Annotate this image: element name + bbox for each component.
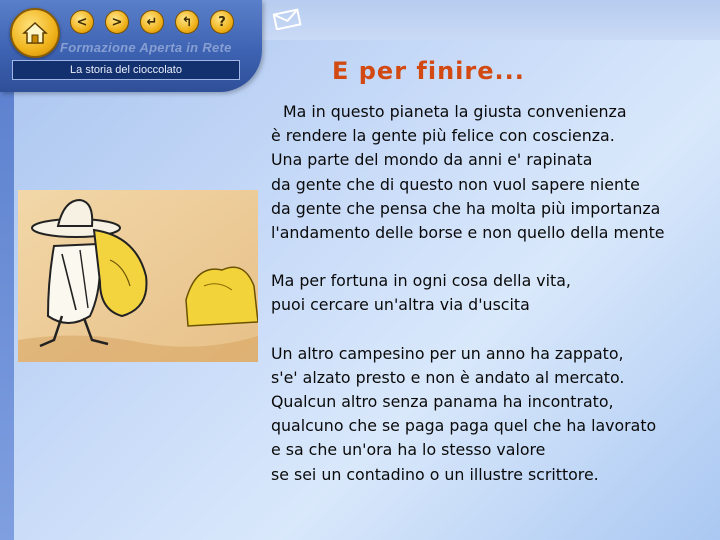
poem-line: Ma in questo pianeta la giusta convenienza [283,102,627,121]
stanza-3 [271,342,716,487]
navigation-toolbar [0,0,262,92]
up-button[interactable] [175,10,199,34]
home-button[interactable] [10,8,60,58]
stanza-gap [271,245,716,269]
poem-line: Una parte del mondo da anni e' rapinata [271,150,593,170]
up-icon: ↰ [181,14,193,30]
page-heading: E per finire... [332,57,525,85]
poem-line: s'e' alzato presto e non è andato al mercato. [271,367,625,387]
poem-line: Ma per fortuna in ogni cosa della vita, [271,271,571,291]
return-button[interactable] [140,10,164,34]
top-banner [240,0,720,40]
stanza-gap [271,318,716,342]
envelope-icon[interactable] [272,8,302,30]
stanza-1 [271,100,716,245]
forward-button[interactable] [105,10,129,34]
poem-line: Qualcun altro senza panama ha incontrato, [271,392,614,412]
home-icon [22,21,48,45]
section-title: La storia del cioccolato [12,60,240,80]
poem-line: puoi cercare un'altra via d'uscita [271,295,530,315]
help-button[interactable] [210,10,234,34]
stanza-2 [271,269,716,317]
poem-line: qualcuno che se paga paga quel che ha lavorato [271,416,657,436]
back-button[interactable] [70,10,94,34]
poem-text [271,100,716,487]
brand-logo: Formazione Aperta in Rete [60,40,232,55]
poem-line: è rendere la gente più felice con coscienza. [271,126,615,146]
poem-line: se sei un contadino o un illustre scrittore. [271,464,599,484]
poem-line: da gente che di questo non vuol sapere niente [271,174,640,194]
poem-line: da gente che pensa che ha molta più importanza [271,198,661,218]
return-icon: ↵ [146,14,158,30]
help-icon: ? [218,14,226,30]
poem-line: l'andamento delle borse e non quello della mente [271,223,665,243]
side-strip [0,88,14,540]
poem-line: Un altro campesino per un anno ha zappato, [271,343,624,363]
campesino-illustration [18,190,258,362]
forward-icon: > [111,14,123,30]
back-icon: < [76,14,88,30]
poem-line: e sa che un'ora ha lo stesso valore [271,440,546,460]
